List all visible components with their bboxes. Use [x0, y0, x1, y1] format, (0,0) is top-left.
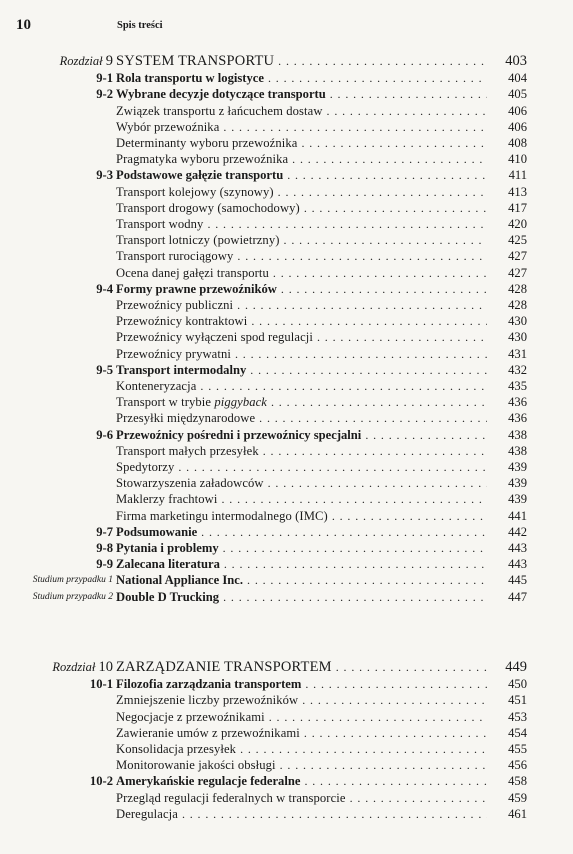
toc-title-leader	[116, 297, 487, 313]
toc-title-leader	[116, 313, 487, 329]
toc-page-number: 458	[508, 774, 527, 789]
toc-row-section[interactable]	[0, 773, 573, 789]
toc-number: Studium przypadku 2	[32, 591, 113, 602]
toc-page-number: 420	[508, 217, 527, 231]
toc-page-number: 459	[508, 790, 527, 805]
toc-page-number: 430	[508, 314, 527, 329]
toc-row-section[interactable]	[0, 540, 573, 556]
toc-title-leader	[116, 725, 487, 741]
toc-title-leader	[116, 475, 487, 491]
toc-title: Zmniejszenie liczby przewoźników	[116, 693, 299, 708]
toc-row-chapter[interactable]	[0, 659, 573, 675]
toc-row-entry[interactable]	[0, 790, 573, 806]
toc-row-section[interactable]	[0, 427, 573, 443]
toc-title: Spedytorzy	[116, 460, 175, 474]
toc-title-leader	[116, 378, 487, 394]
toc-page-number: 413	[508, 184, 527, 199]
toc-title-leader	[116, 184, 487, 200]
toc-page-number: 428	[508, 281, 527, 296]
toc-number	[52, 659, 113, 675]
toc-title-leader	[116, 346, 487, 362]
toc-page-number: 449	[505, 659, 527, 675]
toc-page-number: 405	[508, 87, 527, 102]
toc-row-entry[interactable]	[0, 741, 573, 757]
toc-page-number: 451	[508, 693, 527, 708]
toc-title: Zalecana literatura	[116, 557, 220, 572]
toc-title: Stowarzyszenia załadowców	[116, 476, 264, 491]
toc-title: Transport intermodalny	[116, 362, 247, 377]
toc-page-number: 441	[508, 508, 527, 523]
toc-page-number: 439	[508, 460, 527, 474]
toc-row-entry[interactable]	[0, 459, 573, 475]
toc-title-leader	[116, 572, 487, 588]
toc-page-number: 432	[508, 362, 527, 377]
toc-page-number: 443	[508, 557, 527, 572]
toc-title-leader	[116, 70, 487, 86]
toc-title: Rola transportu w logistyce	[116, 71, 264, 86]
toc-page-number: 438	[508, 427, 527, 442]
page-header	[16, 17, 556, 37]
toc-title-leader	[116, 790, 487, 806]
toc-row-entry[interactable]	[0, 508, 573, 524]
toc-title: Deregulacja	[116, 806, 178, 821]
toc-page-number: 411	[508, 168, 527, 183]
toc-title: Konsolidacja przesyłek	[116, 742, 237, 756]
toc-title: ZARZĄDZANIE TRANSPORTEM	[116, 659, 332, 675]
toc-title: Przewoźnicy kontraktowi	[116, 314, 248, 329]
toc-page-number: 408	[508, 136, 527, 150]
toc-page-number: 417	[508, 200, 527, 215]
toc-title: Formy prawne przewoźników	[116, 281, 277, 296]
toc-title-leader	[116, 248, 487, 264]
toc-page-number: 427	[508, 265, 527, 280]
toc-page-number: 410	[508, 152, 527, 167]
toc-title: Transport lotniczy (powietrzny)	[116, 233, 280, 248]
toc-title: Wybór przewoźnika	[116, 119, 220, 134]
toc-title-leader	[116, 329, 487, 345]
toc-page-number: 461	[508, 806, 527, 821]
toc-title-leader	[116, 151, 487, 167]
toc-title: Konteneryzacja	[116, 379, 197, 393]
toc-title: Negocjacje z przewoźnikami	[116, 709, 265, 724]
toc-row-entry[interactable]	[0, 491, 573, 507]
toc-page-number: 456	[508, 758, 527, 773]
toc-title-leader	[116, 232, 487, 248]
toc-page-number: 439	[508, 476, 527, 491]
toc-page-number: 439	[508, 492, 527, 507]
toc-title-leader	[116, 659, 487, 675]
toc-page-number: 425	[508, 233, 527, 248]
toc-row-section[interactable]	[0, 86, 573, 102]
toc-title: Double D Trucking	[116, 589, 220, 604]
toc-title: Transport małych przesyłek	[116, 443, 259, 458]
toc-row-entry[interactable]	[0, 297, 573, 313]
page-number: 10	[16, 17, 31, 33]
toc-row-entry[interactable]	[0, 475, 573, 491]
toc-title: Przewoźnicy wyłączeni spod regulacji	[116, 330, 313, 345]
toc-row-entry[interactable]	[0, 709, 573, 725]
toc-title: Transport wodny	[116, 217, 204, 231]
toc-number: 9-5	[96, 362, 113, 377]
toc-row-entry[interactable]	[0, 725, 573, 741]
toc-page-number: 404	[508, 71, 527, 86]
toc-title-leader	[116, 741, 487, 757]
toc-title: Transport drogowy (samochodowy)	[116, 200, 300, 215]
toc-row-entry[interactable]	[0, 119, 573, 135]
toc-title: Przesyłki międzynarodowe	[116, 411, 256, 426]
toc-row-entry[interactable]	[0, 200, 573, 216]
toc-title: National Appliance Inc.	[116, 573, 244, 588]
toc-title: Podstawowe gałęzie transportu	[116, 168, 284, 183]
toc-title-leader	[116, 508, 487, 524]
toc-page-number: 403	[505, 53, 527, 69]
toc-number: 10-2	[89, 774, 113, 789]
toc-title-leader	[116, 676, 487, 692]
toc-page-number: 431	[508, 346, 527, 361]
toc-page-number: 447	[508, 589, 527, 604]
toc-number: 9-1	[96, 71, 113, 86]
toc-title: SYSTEM TRANSPORTU	[116, 53, 275, 69]
toc-row-entry[interactable]	[0, 346, 573, 362]
toc-title-leader	[116, 443, 487, 459]
toc-title-leader	[116, 119, 487, 135]
toc-page-number: 438	[508, 443, 527, 458]
toc-title: Maklerzy frachtowi	[116, 492, 218, 507]
chapter-label: Rozdział	[52, 660, 99, 674]
toc-row-section[interactable]	[0, 167, 573, 183]
toc-row-entry[interactable]	[0, 443, 573, 459]
toc-row-entry[interactable]	[0, 410, 573, 426]
toc-row-entry[interactable]	[0, 151, 573, 167]
chapter-number: 10	[98, 659, 113, 675]
toc-title: Przewoźnicy prywatni	[116, 346, 231, 361]
toc-number: 9-4	[96, 281, 113, 296]
toc-number: 9-6	[96, 427, 113, 442]
toc-page-number: 436	[508, 395, 527, 410]
toc-number	[60, 53, 113, 69]
toc-title-leader	[116, 556, 487, 572]
toc-title: Ocena danej gałęzi transportu	[116, 265, 269, 280]
toc-title: Przegląd regulacji federalnych w transporcie	[116, 790, 346, 805]
toc-page-number: 453	[508, 709, 527, 724]
toc-row-section[interactable]	[0, 676, 573, 692]
toc-title: Transport w trybie piggyback	[116, 395, 267, 410]
toc-row-entry[interactable]	[0, 265, 573, 281]
toc-row-entry[interactable]	[0, 806, 573, 822]
toc-row-entry[interactable]	[0, 394, 573, 410]
toc-title: Pytania i problemy	[116, 541, 219, 555]
toc-row-entry[interactable]	[0, 313, 573, 329]
toc-title: Pragmatyka wyboru przewoźnika	[116, 152, 289, 167]
toc-title-italic: piggyback	[214, 395, 267, 410]
toc-row-section[interactable]	[0, 362, 573, 378]
toc-page-number: 436	[508, 411, 527, 426]
toc-page-number: 427	[508, 249, 527, 264]
toc-row-case[interactable]	[0, 572, 573, 588]
toc-title-leader	[116, 540, 487, 556]
toc-title-leader	[116, 692, 487, 708]
toc-title: Przewoźnicy pośredni i przewoźnicy specjalni	[116, 427, 362, 442]
toc-row-section[interactable]	[0, 70, 573, 86]
toc-row-entry[interactable]	[0, 232, 573, 248]
toc-row-entry[interactable]	[0, 216, 573, 232]
toc-row-case[interactable]	[0, 589, 573, 605]
toc-number: 10-1	[89, 677, 113, 692]
toc-title-leader	[116, 524, 487, 540]
toc-title: Zawieranie umów z przewoźnikami	[116, 725, 300, 740]
toc-title-leader	[116, 281, 487, 297]
toc-page-number: 450	[508, 677, 527, 692]
toc-title: Transport rurociągowy	[116, 249, 234, 264]
toc-title-leader	[116, 427, 487, 443]
toc-title: Firma marketingu intermodalnego (IMC)	[116, 508, 328, 523]
toc-row-section[interactable]	[0, 556, 573, 572]
toc-title-leader	[116, 806, 487, 822]
toc-title: Przewoźnicy publiczni	[116, 298, 234, 312]
toc-title-leader	[116, 362, 487, 378]
toc-title: Determinanty wyboru przewoźnika	[116, 136, 298, 150]
toc-title: Filozofia zarządzania transportem	[116, 677, 302, 692]
toc-row-entry[interactable]	[0, 184, 573, 200]
toc-title: Transport kolejowy (szynowy)	[116, 184, 274, 199]
toc-row-entry[interactable]	[0, 248, 573, 264]
toc-title-leader	[116, 589, 487, 605]
toc-row-section[interactable]	[0, 524, 573, 540]
toc-title-leader	[116, 491, 487, 507]
toc-row-entry[interactable]	[0, 103, 573, 119]
toc-title-leader	[116, 135, 487, 151]
toc-row-section[interactable]	[0, 281, 573, 297]
toc-title-leader	[116, 410, 487, 426]
chapter-label: Rozdział	[59, 54, 106, 68]
toc-page-number: 454	[508, 725, 527, 740]
toc-title-leader	[116, 216, 487, 232]
toc-page-number: 442	[508, 524, 527, 539]
toc-row-entry[interactable]	[0, 329, 573, 345]
toc-number: 9-3	[96, 168, 113, 183]
toc-title-leader	[116, 103, 487, 119]
toc-row-chapter[interactable]	[0, 53, 573, 69]
toc-page-number: 406	[508, 119, 527, 134]
toc-title: Związek transportu z łańcuchem dostaw	[116, 103, 323, 118]
toc-title-leader	[116, 773, 487, 789]
toc-page-number: 435	[508, 379, 527, 393]
toc-title-leader	[116, 53, 487, 69]
toc-title: Amerykańskie regulacje federalne	[116, 774, 301, 789]
running-title: Spis treści	[117, 20, 163, 31]
toc-title-leader	[116, 265, 487, 281]
toc-number: 9-7	[96, 524, 113, 539]
toc-title-leader	[116, 86, 487, 102]
toc-title-leader	[116, 459, 487, 475]
toc-title: Monitorowanie jakości obsługi	[116, 758, 276, 773]
toc-number: 9-8	[96, 541, 113, 555]
toc-title-leader	[116, 709, 487, 725]
toc-title: Podsumowanie	[116, 524, 198, 539]
toc-row-entry[interactable]	[0, 757, 573, 773]
toc-title-leader	[116, 167, 487, 183]
chapter-number: 9	[105, 53, 113, 69]
toc-title-leader	[116, 757, 487, 773]
toc-page-number: 428	[508, 298, 527, 312]
toc-number: 9-2	[96, 87, 113, 102]
toc-page-number: 455	[508, 742, 527, 756]
toc-row-entry[interactable]	[0, 692, 573, 708]
toc-title-leader	[116, 394, 487, 410]
toc-number: 9-9	[96, 557, 113, 572]
toc-page-number: 430	[508, 330, 527, 345]
toc-title: Wybrane decyzje dotyczące transportu	[116, 87, 326, 102]
toc-row-entry[interactable]	[0, 378, 573, 394]
toc-row-entry[interactable]	[0, 135, 573, 151]
toc-page-number: 406	[508, 103, 527, 118]
toc-page-number: 445	[508, 573, 527, 588]
toc-number: Studium przypadku 1	[32, 575, 113, 586]
toc-title-leader	[116, 200, 487, 216]
toc-page-number: 443	[508, 541, 527, 555]
